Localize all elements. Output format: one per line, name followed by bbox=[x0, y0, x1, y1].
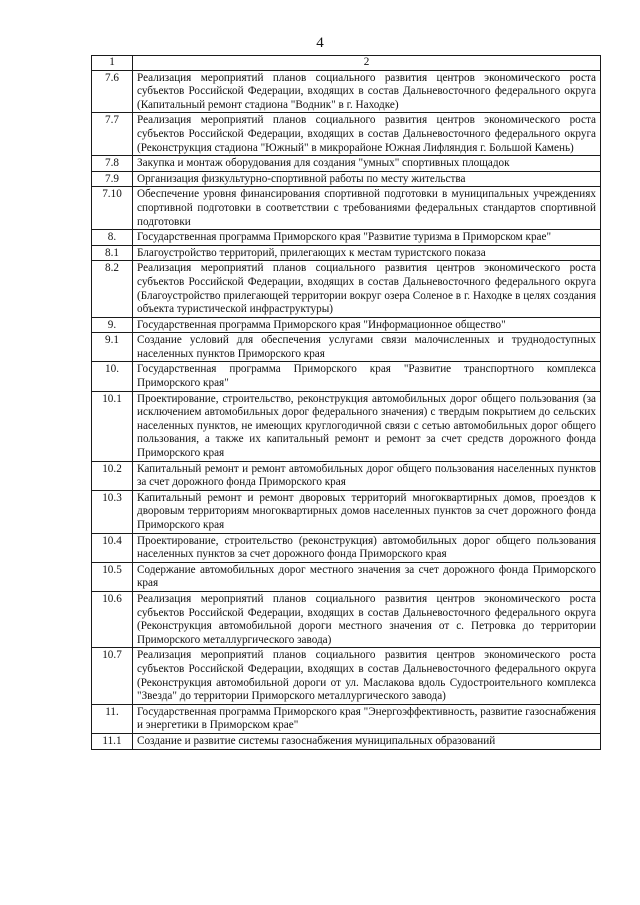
table-row bbox=[92, 648, 601, 704]
row-number-cell: 10.6 bbox=[92, 591, 133, 647]
table-row bbox=[92, 187, 601, 230]
table-row bbox=[92, 317, 601, 333]
table-row bbox=[92, 245, 601, 261]
table-row bbox=[92, 113, 601, 156]
row-number-cell: 8.2 bbox=[92, 261, 133, 317]
row-text-cell: Обеспечение уровня финансирования спортивной подготовки в муниципальных учреждениях спортивной подготовки в соответствии с требованиями федеральных стандартов спортивной подготовки bbox=[133, 187, 601, 230]
row-number-cell: 10. bbox=[92, 362, 133, 391]
row-text-cell: Капитальный ремонт и ремонт автомобильных дорог общего пользования населенных пунктов за счет дорожного фонда Приморского края bbox=[133, 461, 601, 490]
row-text-cell: Проектирование, строительство (реконструкция) автомобильных дорог общего пользования населенных пунктов за счет дорожного фонда Приморского края bbox=[133, 533, 601, 562]
table-row bbox=[92, 362, 601, 391]
row-number-cell: 10.1 bbox=[92, 391, 133, 461]
row-text-cell: Организация физкультурно-спортивной работы по месту жительства bbox=[133, 171, 601, 187]
row-text-cell: Создание и развитие системы газоснабжения муниципальных образований bbox=[133, 733, 601, 749]
column-header-text: 2 bbox=[133, 56, 601, 71]
row-number-cell: 7.6 bbox=[92, 70, 133, 113]
row-text-cell: Проектирование, строительство, реконструкция автомобильных дорог общего пользования (за исключением автомобильных дорог федерального значения) с твердым покрытием до сельских населенных пунктов, не имеющих круглогодичной связи с сетью автомобильных дорог общего пользования, а также их капитальный ремонт и ремонт за счет средств дорожного фонда Приморского края bbox=[133, 391, 601, 461]
row-number-cell: 9. bbox=[92, 317, 133, 333]
row-text-cell: Государственная программа Приморского края "Развитие туризма в Приморском крае" bbox=[133, 230, 601, 246]
table-header-row bbox=[92, 56, 601, 71]
table-body bbox=[92, 70, 601, 749]
row-number-cell: 8.1 bbox=[92, 245, 133, 261]
table-row bbox=[92, 591, 601, 647]
program-table bbox=[91, 55, 601, 750]
row-text-cell: Капитальный ремонт и ремонт дворовых территорий многоквартирных домов, проездов к дворовым территориям многоквартирных домов населенных пунктов за счет дорожного фонда Приморского края bbox=[133, 490, 601, 533]
row-text-cell: Государственная программа Приморского края "Энергоэффективность, развитие газоснабжения и энергетики в Приморском крае" bbox=[133, 704, 601, 733]
table-row bbox=[92, 733, 601, 749]
table-row bbox=[92, 490, 601, 533]
row-number-cell: 7.10 bbox=[92, 187, 133, 230]
table-row bbox=[92, 70, 601, 113]
row-text-cell: Содержание автомобильных дорог местного значения за счет дорожного фонда Приморского края bbox=[133, 562, 601, 591]
row-number-cell: 7.8 bbox=[92, 156, 133, 172]
row-text-cell: Государственная программа Приморского края "Информационное общество" bbox=[133, 317, 601, 333]
row-text-cell: Закупка и монтаж оборудования для создания "умных" спортивных площадок bbox=[133, 156, 601, 172]
row-number-cell: 11.1 bbox=[92, 733, 133, 749]
table-row bbox=[92, 391, 601, 461]
row-number-cell: 7.9 bbox=[92, 171, 133, 187]
table-row bbox=[92, 156, 601, 172]
column-header-number: 1 bbox=[92, 56, 133, 71]
table-row bbox=[92, 171, 601, 187]
row-number-cell: 9.1 bbox=[92, 333, 133, 362]
row-text-cell: Реализация мероприятий планов социального развития центров экономического роста субъектов Российской Федерации, входящих в состав Дальневосточного федерального округа (Благоустройство прилегающей территории вокруг озера Соленое в г. Находке в целях создания объекта туристической инфраструктуры) bbox=[133, 261, 601, 317]
row-number-cell: 7.7 bbox=[92, 113, 133, 156]
row-text-cell: Государственная программа Приморского края "Развитие транспортного комплекса Приморского края" bbox=[133, 362, 601, 391]
table-row bbox=[92, 261, 601, 317]
row-number-cell: 10.3 bbox=[92, 490, 133, 533]
table-row bbox=[92, 333, 601, 362]
table-row bbox=[92, 230, 601, 246]
table-row bbox=[92, 533, 601, 562]
row-number-cell: 10.4 bbox=[92, 533, 133, 562]
row-text-cell: Реализация мероприятий планов социального развития центров экономического роста субъектов Российской Федерации, входящих в состав Дальневосточного федерального округа (Капитальный ремонт стадиона "Водник" в г. Находке) bbox=[133, 70, 601, 113]
table-row bbox=[92, 562, 601, 591]
row-number-cell: 10.7 bbox=[92, 648, 133, 704]
row-number-cell: 10.5 bbox=[92, 562, 133, 591]
row-number-cell: 11. bbox=[92, 704, 133, 733]
row-text-cell: Реализация мероприятий планов социального развития центров экономического роста субъектов Российской Федерации, входящих в состав Дальневосточного федерального округа (Реконструкция автомобильной дороги местного значения от с. Петровка до территории Приморского металлургического завода) bbox=[133, 591, 601, 647]
row-text-cell: Реализация мероприятий планов социального развития центров экономического роста субъектов Российской Федерации, входящих в состав Дальневосточного федерального округа (Реконструкция автомобильной дороги от ул. Маслакова вдоль Судостроительного комплекса "Звезда" до территории Приморского металлургического завода) bbox=[133, 648, 601, 704]
page-number: 4 bbox=[316, 35, 324, 51]
row-text-cell: Реализация мероприятий планов социального развития центров экономического роста субъектов Российской Федерации, входящих в состав Дальневосточного федерального округа (Реконструкция стадиона "Южный" в микрорайоне Южная Лифляндия г. Большой Камень) bbox=[133, 113, 601, 156]
table-row bbox=[92, 461, 601, 490]
row-number-cell: 10.2 bbox=[92, 461, 133, 490]
row-text-cell: Создание условий для обеспечения услугами связи малочисленных и труднодоступных населенных пунктов Приморского края bbox=[133, 333, 601, 362]
row-number-cell: 8. bbox=[92, 230, 133, 246]
row-text-cell: Благоустройство территорий, прилегающих к местам туристского показа bbox=[133, 245, 601, 261]
table-row bbox=[92, 704, 601, 733]
